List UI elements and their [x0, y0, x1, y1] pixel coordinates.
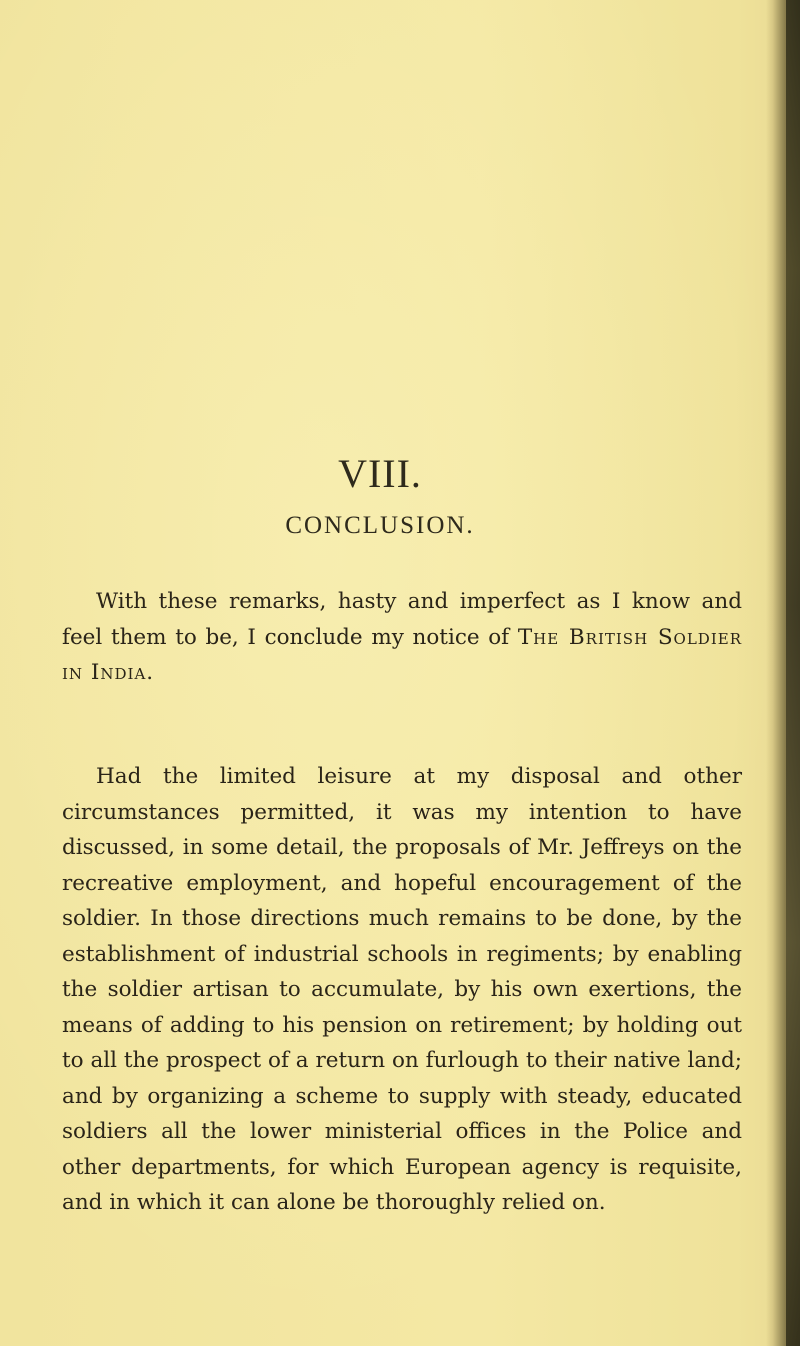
paragraph-1-text: With these remarks, hasty and imperfect as I know and feel them to be, I conclude my notice of: [62, 589, 742, 650]
book-title-reference: The British Soldier in India.: [62, 624, 743, 685]
chapter-title: CONCLUSION.: [285, 512, 475, 539]
paragraph-2: Had the limited leisure at my disposal and other circumstances permitted, it was my intention to have discussed, in some detail, the proposals of Mr. Jeffreys on the recreative employment, and hopeful encouragement of the soldier. In those directions much remains to be done, by the establishment of industrial schools in regiments; by enabling the soldier artisan to accumulate, by his own exertions, the means of adding to his pension on retirement; by holding out to all the prospect of a return on furlough to their native land; and by organizing a scheme to supply with steady, educated soldiers all the lower ministerial offices in the Police and other departments, for which European agency is requisite, and in which it can alone be thoroughly relied on.: [62, 764, 742, 1215]
chapter-number: VIII.: [338, 451, 422, 496]
paragraph-1: [62, 584, 742, 691]
book-spine-edge: [786, 0, 800, 1346]
